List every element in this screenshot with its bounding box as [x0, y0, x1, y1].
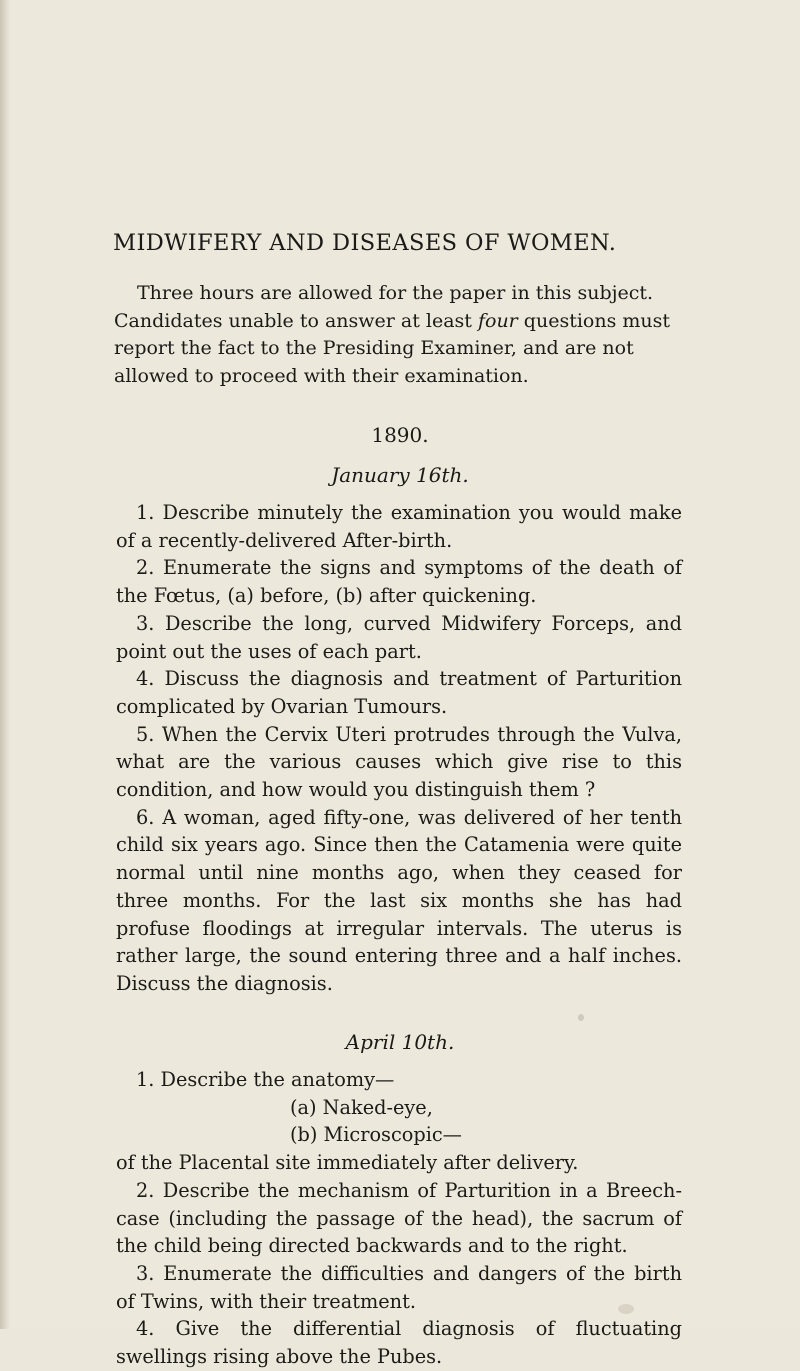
- date-month: April: [345, 1030, 396, 1054]
- section-date-april: [0, 1030, 800, 1054]
- question-item: 2. Describe the mechanism of Parturition in a Breech-case (including the passage of the head), the sacrum of the child being directed backwards and to the right.: [116, 1178, 682, 1258]
- question-item: 6. A woman, aged fifty-one, was delivered of her tenth child six years ago. Since then the Catamenia were quite normal until nine months ago, when they ceased for three months. For the last six months she has had profuse floodings at irregular intervals. The uterus is rather large, the sound entering three and a half inches. Discuss the diagnosis.: [116, 805, 682, 995]
- question-subitem: (b) Microscopic—: [290, 1123, 462, 1147]
- question-list-january: [116, 499, 682, 998]
- question-item: 1. Describe the anatomy—: [136, 1068, 395, 1091]
- instructions-line-2: [114, 308, 697, 391]
- page-edge-shadow: [0, 0, 10, 1329]
- section-date-january: [0, 463, 800, 487]
- ink-smudge: [618, 1304, 634, 1314]
- question-item: 4. Give the differential diagnosis of fluctuating swellings rising above the Pubes.: [116, 1317, 682, 1369]
- instructions-emphasis: four: [477, 309, 518, 332]
- question-item: 5. When the Cervix Uteri protrudes through the Vulva, what are the various causes which give rise to this condition, and how would you distinguish them ?: [116, 722, 682, 802]
- question-item: 3. Describe the long, curved Midwifery Forceps, and point out the uses of each part.: [116, 611, 682, 663]
- question-subitem: (a) Naked-eye,: [290, 1095, 433, 1119]
- question-item: 2. Enumerate the signs and symptoms of the death of the Fœtus, (a) before, (b) after quickening.: [116, 556, 682, 608]
- question-item: 1. Describe minutely the examination you would make of a recently-delivered After-birth.: [116, 501, 682, 552]
- exam-year: 1890.: [371, 423, 429, 447]
- page-title: MIDWIFERY AND DISEASES OF WOMEN.: [113, 230, 617, 256]
- date-month: January: [331, 463, 410, 487]
- question-continuation: of the Placental site immediately after delivery.: [116, 1151, 579, 1175]
- ink-spot: [578, 1014, 584, 1021]
- exam-instructions: [114, 280, 697, 390]
- date-day: 10th.: [401, 1030, 455, 1054]
- question-item: 4. Discuss the diagnosis and treatment of Parturition complicated by Ovarian Tumours.: [116, 667, 682, 718]
- instructions-text-b: questions must report the fact to the Presiding Examiner, and are not allowed to proceed with their examination.: [114, 309, 671, 387]
- question-list-april: [116, 1066, 682, 1371]
- date-day: 16th.: [416, 463, 469, 487]
- question-item: 3. Enumerate the difficulties and dangers of the birth of Twins, with their treatment.: [116, 1261, 682, 1313]
- instructions-text-a: Candidates unable to answer at least: [114, 309, 478, 332]
- instructions-line-1: Three hours are allowed for the paper in this subject.: [137, 282, 654, 304]
